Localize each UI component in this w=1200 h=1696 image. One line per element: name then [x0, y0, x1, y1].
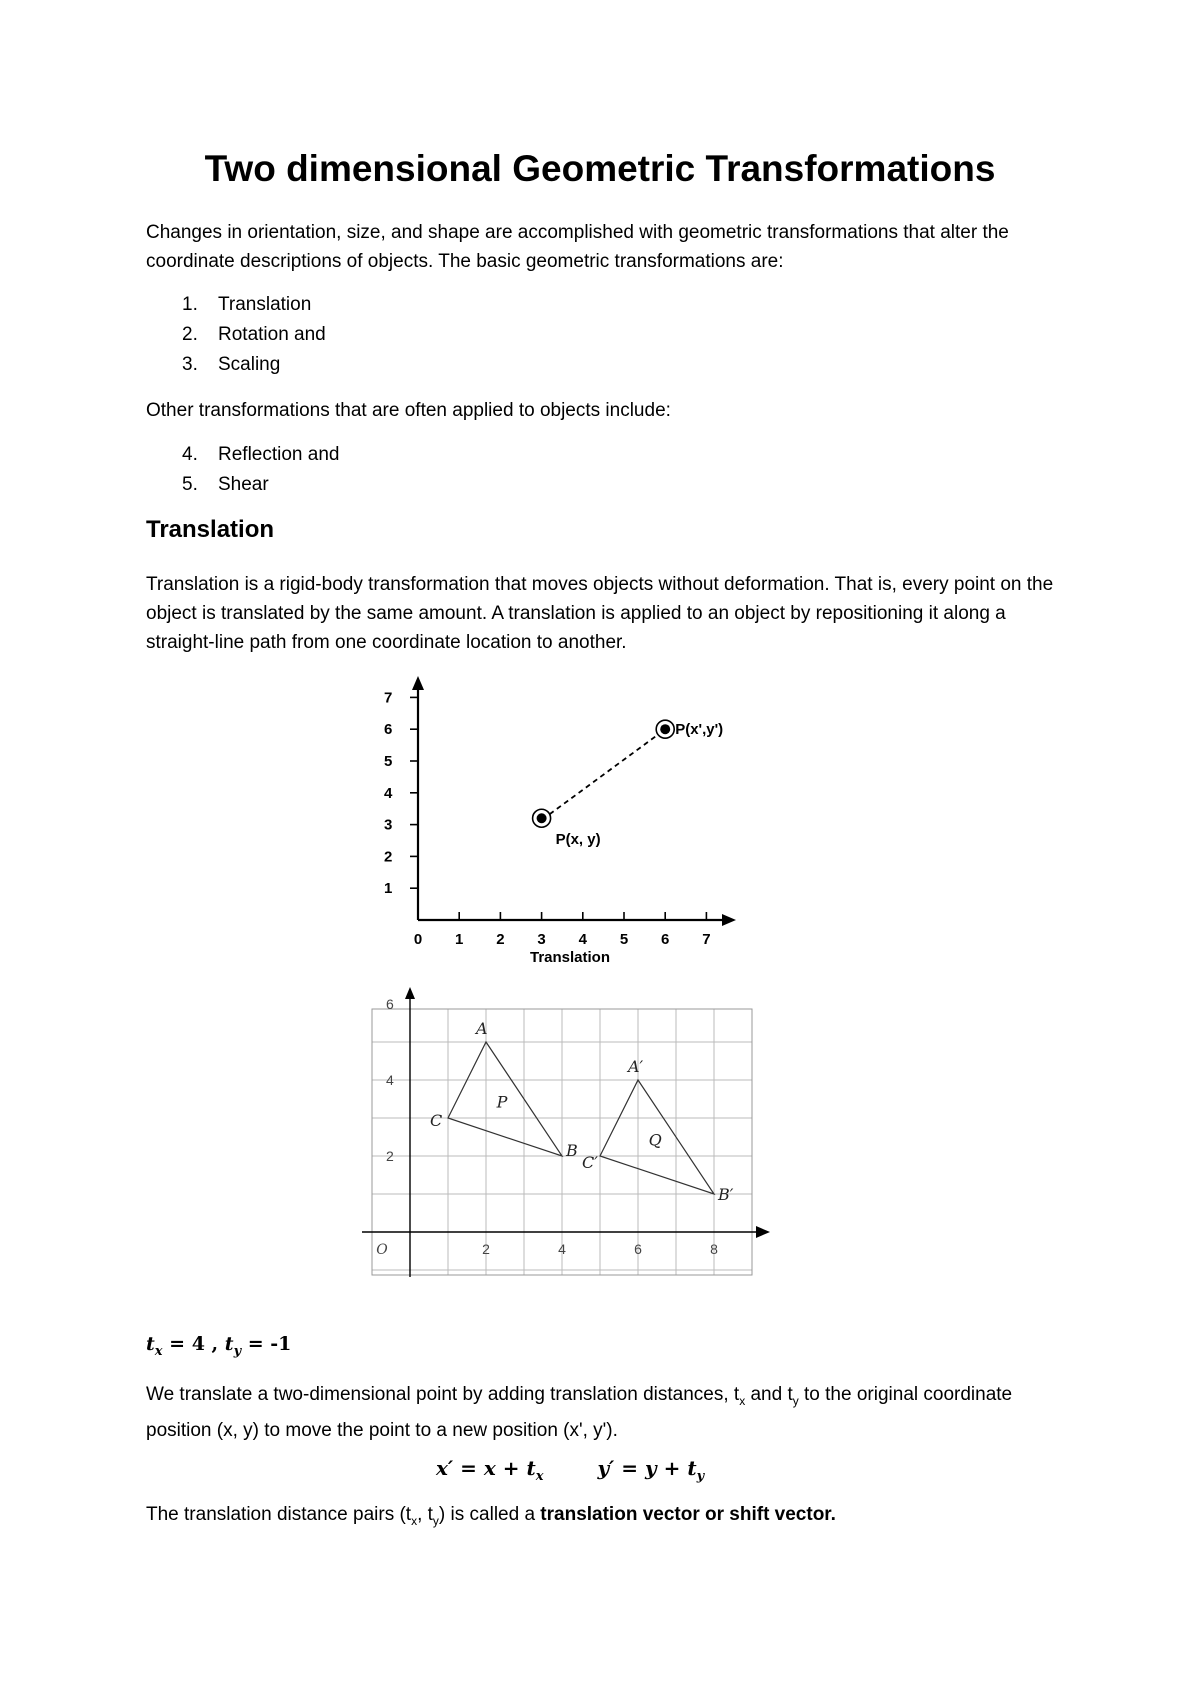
x-tick-label: 6 — [634, 1241, 642, 1257]
other-transformations-list — [146, 440, 339, 500]
other-intro-paragraph: Other transformations that are often applied to objects include: — [146, 400, 671, 421]
y-formula: $y' = y + t_y$ — [597, 1456, 705, 1484]
x-tick-label: 2 — [482, 1241, 490, 1257]
page-title: Two dimensional Geometric Transformations — [204, 148, 996, 189]
translated-point-label: P(x',y') — [675, 721, 724, 739]
translate-paragraph: We translate a two-dimensional point by adding translation distances, $t_x$ and $t_y$ to the original coordinate position (x, y) to move the point to a new position (x', y'). — [146, 1384, 1013, 1441]
y-tick-label: 5 — [384, 753, 393, 770]
vertex-label: A′ — [628, 1057, 644, 1076]
vertex-label: B — [566, 1141, 578, 1160]
x-tick-label: 4 — [578, 931, 587, 948]
triangle-translation-figure — [360, 985, 780, 1285]
list-item: 3. Scaling — [182, 354, 281, 375]
x-axis-arrow — [722, 914, 736, 926]
section-heading: Translation — [146, 516, 275, 543]
y-tick-label: 4 — [384, 784, 393, 802]
y-tick-label: 6 — [386, 996, 394, 1012]
list-item: 4. Reflection and — [182, 444, 340, 465]
y-tick-label: 2 — [386, 1148, 394, 1164]
triangle-name-label: Q — [648, 1130, 662, 1150]
list-item: 2. Rotation and — [182, 324, 326, 345]
shift-values: $t_x = 4$ , $t_y = -1$ — [146, 1333, 292, 1359]
x-tick-label: 8 — [710, 1241, 718, 1257]
x-tick-label: 3 — [537, 931, 546, 948]
vertex-label: A — [476, 1019, 488, 1038]
translation-point-figure — [340, 670, 760, 970]
vertex-label: C — [430, 1111, 443, 1130]
translated-point-marker — [656, 720, 674, 738]
list-item: 1. Translation — [182, 294, 312, 315]
x-tick-label: O — [376, 1242, 388, 1258]
x-tick-label: 4 — [558, 1241, 566, 1257]
vertex-label: B′ — [718, 1185, 734, 1204]
original-point-marker — [533, 809, 551, 827]
y-tick-label: 6 — [384, 721, 393, 739]
list-item: 5. Shear — [182, 474, 269, 495]
original-point-label: P(x, y) — [555, 831, 601, 849]
x-tick-label: 1 — [455, 931, 464, 948]
y-tick-label: 3 — [384, 816, 393, 834]
x-tick-label: 0 — [413, 931, 423, 948]
x-axis-arrow — [756, 1226, 770, 1238]
triangle-name-label: P — [496, 1092, 508, 1112]
x-tick-label: 2 — [496, 931, 505, 948]
y-tick-label: 1 — [384, 880, 393, 898]
closing-paragraph: The translation distance pairs ($t_x$, $t_y$) is called a translation vector or shift vector. — [146, 1504, 836, 1528]
x-tick-label: 5 — [619, 931, 629, 948]
translation-formula — [436, 1456, 704, 1484]
y-tick-label: 7 — [384, 689, 393, 707]
basic-transformations-list — [146, 290, 326, 380]
translation-path — [550, 735, 658, 814]
x-tick-label: 6 — [661, 931, 670, 948]
y-axis-arrow — [412, 676, 424, 690]
y-tick-label: 4 — [386, 1072, 394, 1088]
y-tick-label: 2 — [384, 848, 393, 866]
intro-paragraph: Changes in orientation, size, and shape are accomplished with geometric transformations that alter the coordinate descriptions of objects. The basic geometric transformations are: — [146, 222, 1009, 272]
x-tick-label: 7 — [702, 931, 711, 948]
figure-caption: Translation — [529, 949, 611, 966]
vertex-label: C′ — [582, 1153, 598, 1172]
x-formula: $x' = x + t_x$ — [436, 1456, 544, 1484]
translation-paragraph: Translation is a rigid-body transformation that moves objects without deformation. That is, every point on the object is translated by the same amount. A translation is applied to an object by repositioning it along a straight-line path from one coordinate location to another. — [146, 574, 1054, 653]
y-axis-arrow — [405, 987, 415, 999]
